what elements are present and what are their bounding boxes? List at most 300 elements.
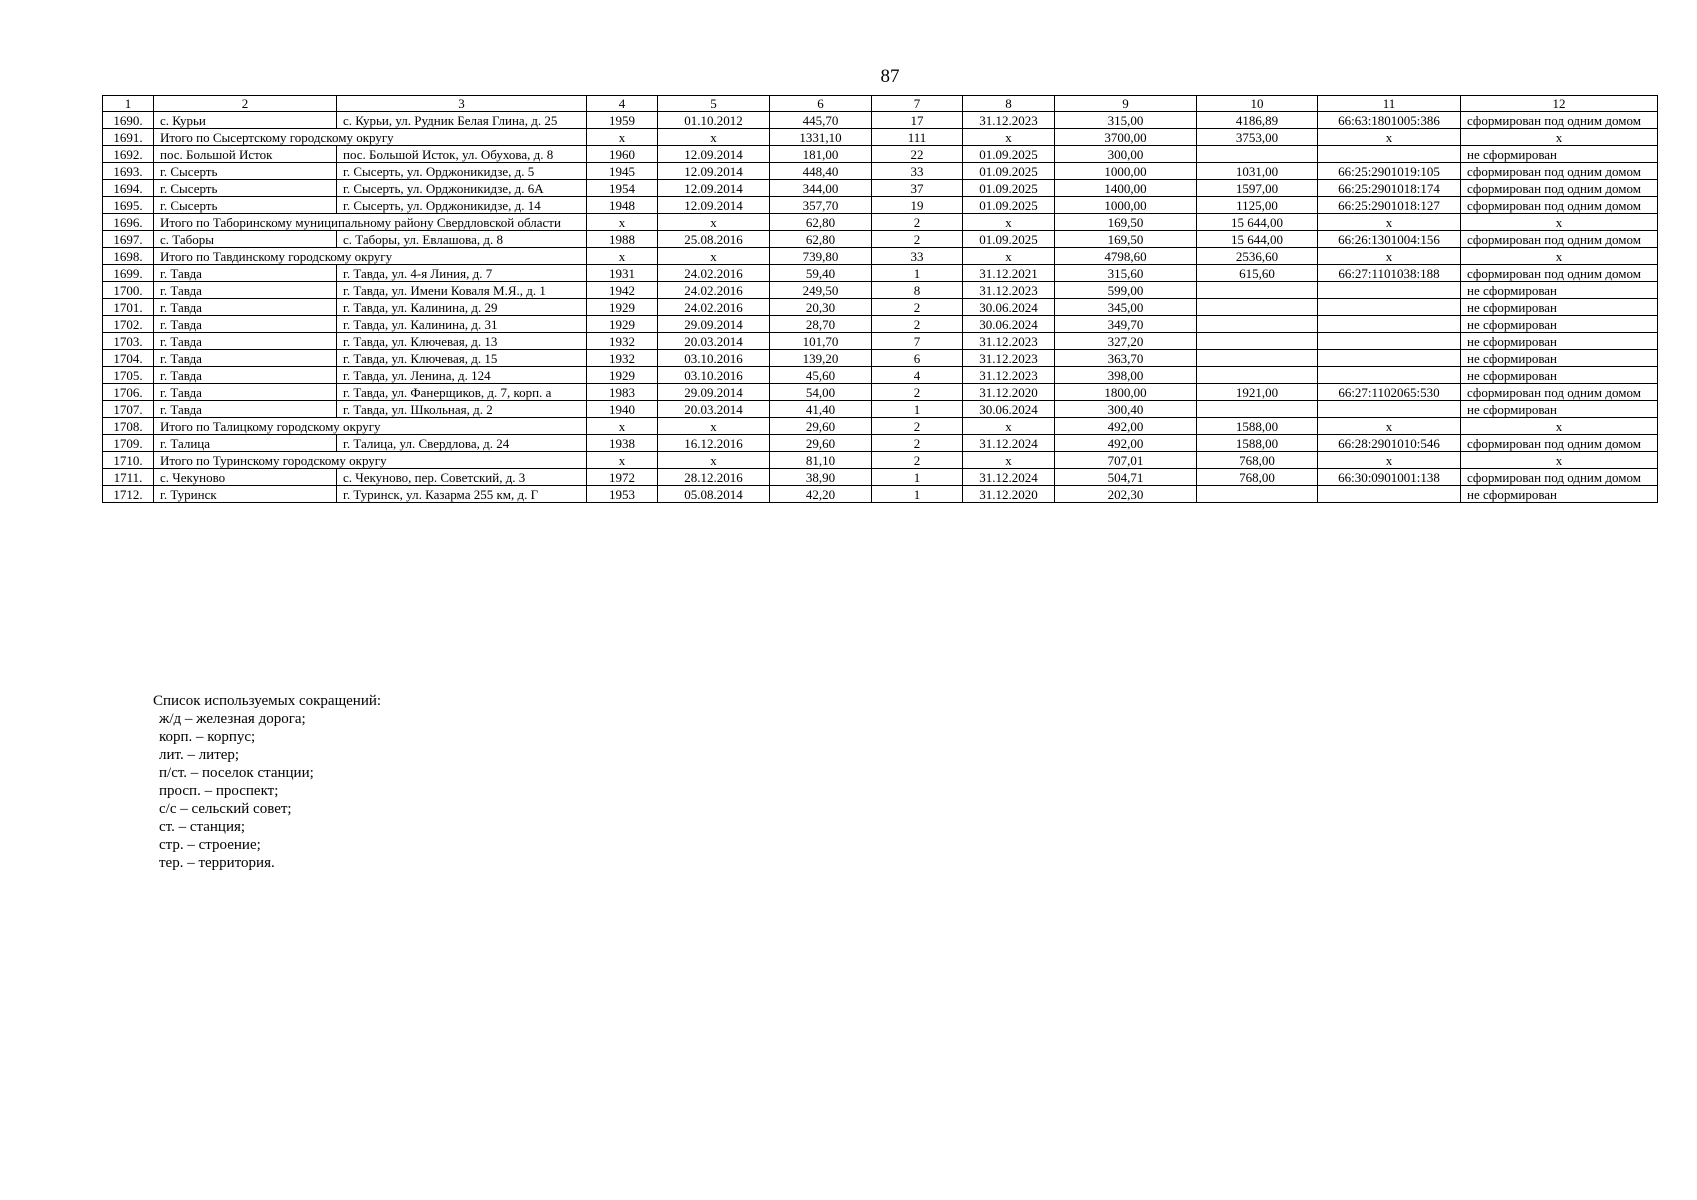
cell-c5: 20.03.2014 <box>658 333 770 350</box>
cell-c7: 19 <box>872 197 963 214</box>
cell-c9: 599,00 <box>1055 282 1197 299</box>
cell-c4: x <box>587 452 658 469</box>
column-number: 2 <box>154 96 337 112</box>
table-row <box>103 299 1658 316</box>
cell-c11: 66:27:1102065:530 <box>1318 384 1461 401</box>
row-number: 1691. <box>103 129 154 146</box>
cell-c8: 31.12.2023 <box>963 350 1055 367</box>
cell-c8: 31.12.2023 <box>963 367 1055 384</box>
cell-c10: 768,00 <box>1197 452 1318 469</box>
cell-c4: 1983 <box>587 384 658 401</box>
status-cell: не сформирован <box>1461 486 1658 503</box>
address-cell: с. Таборы, ул. Евлашова, д. 8 <box>337 231 587 248</box>
cell-c4: 1954 <box>587 180 658 197</box>
cell-c10: 4186,89 <box>1197 112 1318 129</box>
column-number-row <box>103 96 1658 112</box>
cell-c5: 29.09.2014 <box>658 384 770 401</box>
cell-c10 <box>1197 316 1318 333</box>
cell-c6: 54,00 <box>770 384 872 401</box>
cell-c11: x <box>1318 418 1461 435</box>
address-cell: с. Курьи, ул. Рудник Белая Глина, д. 25 <box>337 112 587 129</box>
table-row <box>103 163 1658 180</box>
status-cell: сформирован под одним домом <box>1461 469 1658 486</box>
cell-c8: 30.06.2024 <box>963 299 1055 316</box>
row-number: 1702. <box>103 316 154 333</box>
cell-c5: 24.02.2016 <box>658 299 770 316</box>
cell-c7: 37 <box>872 180 963 197</box>
cell-c9: 315,00 <box>1055 112 1197 129</box>
row-number: 1696. <box>103 214 154 231</box>
total-label: Итого по Талицкому городскому округу <box>154 418 587 435</box>
cell-c4: 1953 <box>587 486 658 503</box>
cell-c4: 1945 <box>587 163 658 180</box>
locality-cell: г. Тавда <box>154 333 337 350</box>
table-row <box>103 282 1658 299</box>
cell-c7: 17 <box>872 112 963 129</box>
table-row <box>103 231 1658 248</box>
cell-c7: 2 <box>872 316 963 333</box>
cell-c4: x <box>587 214 658 231</box>
cell-c8: 30.06.2024 <box>963 316 1055 333</box>
cell-c10 <box>1197 350 1318 367</box>
cell-c9: 327,20 <box>1055 333 1197 350</box>
column-number: 11 <box>1318 96 1461 112</box>
column-number: 4 <box>587 96 658 112</box>
cell-c10: 615,60 <box>1197 265 1318 282</box>
cell-c4: 1929 <box>587 299 658 316</box>
cell-c6: 29,60 <box>770 418 872 435</box>
locality-cell: г. Сысерть <box>154 197 337 214</box>
cell-c5: 12.09.2014 <box>658 180 770 197</box>
row-number: 1706. <box>103 384 154 401</box>
page-number: 87 <box>880 66 900 87</box>
cell-c4: x <box>587 248 658 265</box>
cell-c11: 66:28:2901010:546 <box>1318 435 1461 452</box>
table-row <box>103 401 1658 418</box>
cell-c6: 20,30 <box>770 299 872 316</box>
cell-c5: 16.12.2016 <box>658 435 770 452</box>
address-cell: г. Сысерть, ул. Орджоникидзе, д. 14 <box>337 197 587 214</box>
cell-c4: 1932 <box>587 350 658 367</box>
cell-c10 <box>1197 401 1318 418</box>
cell-c5: x <box>658 214 770 231</box>
status-cell: x <box>1461 214 1658 231</box>
cell-c9: 4798,60 <box>1055 248 1197 265</box>
cell-c11 <box>1318 299 1461 316</box>
cell-c4: 1959 <box>587 112 658 129</box>
address-cell: пос. Большой Исток, ул. Обухова, д. 8 <box>337 146 587 163</box>
locality-cell: г. Тавда <box>154 384 337 401</box>
cell-c6: 139,20 <box>770 350 872 367</box>
cell-c9: 349,70 <box>1055 316 1197 333</box>
cell-c7: 33 <box>872 163 963 180</box>
status-cell: не сформирован <box>1461 401 1658 418</box>
cell-c10: 1125,00 <box>1197 197 1318 214</box>
column-number: 8 <box>963 96 1055 112</box>
cell-c9: 707,01 <box>1055 452 1197 469</box>
cell-c10: 15 644,00 <box>1197 214 1318 231</box>
status-cell: x <box>1461 248 1658 265</box>
cell-c10 <box>1197 282 1318 299</box>
table-row <box>103 469 1658 486</box>
cell-c8: 01.09.2025 <box>963 231 1055 248</box>
abbreviation-item: п/ст. – поселок станции; <box>159 765 314 781</box>
table-row <box>103 435 1658 452</box>
cell-c4: 1932 <box>587 333 658 350</box>
row-number: 1700. <box>103 282 154 299</box>
row-number: 1708. <box>103 418 154 435</box>
cell-c11 <box>1318 486 1461 503</box>
abbreviations-title: Список используемых сокращений: <box>153 693 382 709</box>
cell-c4: 1942 <box>587 282 658 299</box>
cell-c6: 445,70 <box>770 112 872 129</box>
column-number: 3 <box>337 96 587 112</box>
cell-c9: 492,00 <box>1055 435 1197 452</box>
table-row <box>103 350 1658 367</box>
abbreviation-item: просп. – проспект; <box>159 783 279 799</box>
cell-c5: 29.09.2014 <box>658 316 770 333</box>
cell-c6: 181,00 <box>770 146 872 163</box>
address-cell: г. Тавда, ул. Калинина, д. 31 <box>337 316 587 333</box>
cell-c8: 31.12.2023 <box>963 112 1055 129</box>
cell-c6: 62,80 <box>770 231 872 248</box>
row-number: 1699. <box>103 265 154 282</box>
cell-c10 <box>1197 333 1318 350</box>
cell-c6: 448,40 <box>770 163 872 180</box>
table-row <box>103 265 1658 282</box>
cell-c11: 66:25:2901018:127 <box>1318 197 1461 214</box>
table-row <box>103 333 1658 350</box>
locality-cell: с. Курьи <box>154 112 337 129</box>
cell-c4: x <box>587 418 658 435</box>
cell-c10 <box>1197 486 1318 503</box>
cell-c5: 05.08.2014 <box>658 486 770 503</box>
cell-c11 <box>1318 146 1461 163</box>
cell-c6: 249,50 <box>770 282 872 299</box>
cell-c11 <box>1318 401 1461 418</box>
cell-c7: 2 <box>872 214 963 231</box>
cell-c11: x <box>1318 214 1461 231</box>
cell-c6: 344,00 <box>770 180 872 197</box>
locality-cell: г. Тавда <box>154 401 337 418</box>
abbreviation-item: тер. – территория. <box>159 855 275 871</box>
locality-cell: г. Талица <box>154 435 337 452</box>
cell-c7: 1 <box>872 265 963 282</box>
cell-c9: 504,71 <box>1055 469 1197 486</box>
abbreviation-item: ж/д – железная дорога; <box>159 711 306 727</box>
row-number: 1705. <box>103 367 154 384</box>
locality-cell: г. Тавда <box>154 265 337 282</box>
row-number: 1693. <box>103 163 154 180</box>
cell-c8: 01.09.2025 <box>963 163 1055 180</box>
cell-c4: 1938 <box>587 435 658 452</box>
cell-c8: 01.09.2025 <box>963 197 1055 214</box>
cell-c8: 31.12.2024 <box>963 435 1055 452</box>
cell-c8: 31.12.2023 <box>963 282 1055 299</box>
cell-c9: 169,50 <box>1055 214 1197 231</box>
cell-c10 <box>1197 146 1318 163</box>
locality-cell: г. Сысерть <box>154 163 337 180</box>
cell-c8: 01.09.2025 <box>963 180 1055 197</box>
row-number: 1694. <box>103 180 154 197</box>
cell-c6: 59,40 <box>770 265 872 282</box>
cell-c11 <box>1318 367 1461 384</box>
cell-c4: 1940 <box>587 401 658 418</box>
address-cell: г. Туринск, ул. Казарма 255 км, д. Г <box>337 486 587 503</box>
cell-c10 <box>1197 299 1318 316</box>
cell-c7: 2 <box>872 231 963 248</box>
cell-c7: 4 <box>872 367 963 384</box>
cell-c5: 12.09.2014 <box>658 197 770 214</box>
table-row <box>103 486 1658 503</box>
table-row <box>103 197 1658 214</box>
cell-c8: 31.12.2020 <box>963 486 1055 503</box>
cell-c6: 1331,10 <box>770 129 872 146</box>
cell-c6: 739,80 <box>770 248 872 265</box>
cell-c7: 1 <box>872 401 963 418</box>
cell-c10: 1588,00 <box>1197 418 1318 435</box>
cell-c9: 1000,00 <box>1055 197 1197 214</box>
locality-cell: г. Тавда <box>154 282 337 299</box>
abbreviation-item: с/с – сельский совет; <box>159 801 292 817</box>
cell-c5: 12.09.2014 <box>658 163 770 180</box>
cell-c11 <box>1318 282 1461 299</box>
table-row <box>103 180 1658 197</box>
column-number: 10 <box>1197 96 1318 112</box>
cell-c5: 25.08.2016 <box>658 231 770 248</box>
status-cell: не сформирован <box>1461 146 1658 163</box>
cell-c9: 345,00 <box>1055 299 1197 316</box>
total-row <box>103 418 1658 435</box>
cell-c11 <box>1318 333 1461 350</box>
cell-c7: 7 <box>872 333 963 350</box>
status-cell: не сформирован <box>1461 350 1658 367</box>
cell-c5: 20.03.2014 <box>658 401 770 418</box>
row-number: 1698. <box>103 248 154 265</box>
cell-c9: 202,30 <box>1055 486 1197 503</box>
table-row <box>103 112 1658 129</box>
cell-c10: 768,00 <box>1197 469 1318 486</box>
cell-c9: 300,40 <box>1055 401 1197 418</box>
locality-cell: с. Таборы <box>154 231 337 248</box>
cell-c5: 12.09.2014 <box>658 146 770 163</box>
cell-c6: 28,70 <box>770 316 872 333</box>
address-cell: с. Чекуново, пер. Советский, д. 3 <box>337 469 587 486</box>
cell-c6: 101,70 <box>770 333 872 350</box>
cell-c5: x <box>658 418 770 435</box>
row-number: 1712. <box>103 486 154 503</box>
address-cell: г. Тавда, ул. Ключевая, д. 15 <box>337 350 587 367</box>
total-label: Итого по Тавдинскому городскому округу <box>154 248 587 265</box>
cell-c5: x <box>658 248 770 265</box>
cell-c5: 03.10.2016 <box>658 367 770 384</box>
locality-cell: г. Тавда <box>154 316 337 333</box>
abbreviations-items <box>153 710 381 872</box>
cell-c7: 33 <box>872 248 963 265</box>
cell-c10: 15 644,00 <box>1197 231 1318 248</box>
row-number: 1690. <box>103 112 154 129</box>
cell-c9: 315,60 <box>1055 265 1197 282</box>
table-row <box>103 316 1658 333</box>
status-cell: не сформирован <box>1461 316 1658 333</box>
column-number: 12 <box>1461 96 1658 112</box>
status-cell: x <box>1461 129 1658 146</box>
cell-c4: 1988 <box>587 231 658 248</box>
address-cell: г. Тавда, ул. Калинина, д. 29 <box>337 299 587 316</box>
status-cell: x <box>1461 418 1658 435</box>
cell-c6: 81,10 <box>770 452 872 469</box>
cell-c5: x <box>658 129 770 146</box>
address-cell: г. Сысерть, ул. Орджоникидзе, д. 6А <box>337 180 587 197</box>
row-number: 1697. <box>103 231 154 248</box>
cell-c5: 24.02.2016 <box>658 282 770 299</box>
row-number: 1695. <box>103 197 154 214</box>
row-number: 1692. <box>103 146 154 163</box>
cell-c10: 1921,00 <box>1197 384 1318 401</box>
locality-cell: г. Тавда <box>154 367 337 384</box>
row-number: 1701. <box>103 299 154 316</box>
column-number: 5 <box>658 96 770 112</box>
cell-c4: 1972 <box>587 469 658 486</box>
locality-cell: г. Тавда <box>154 299 337 316</box>
abbreviations-list <box>153 692 381 872</box>
row-number: 1703. <box>103 333 154 350</box>
cell-c6: 29,60 <box>770 435 872 452</box>
address-cell: г. Тавда, ул. Ключевая, д. 13 <box>337 333 587 350</box>
cell-c9: 3700,00 <box>1055 129 1197 146</box>
cell-c10: 1597,00 <box>1197 180 1318 197</box>
row-number: 1711. <box>103 469 154 486</box>
cell-c6: 38,90 <box>770 469 872 486</box>
abbreviation-item: корп. – корпус; <box>159 729 256 745</box>
abbreviation-item: ст. – станция; <box>159 819 246 835</box>
cell-c6: 45,60 <box>770 367 872 384</box>
cell-c6: 357,70 <box>770 197 872 214</box>
row-number: 1710. <box>103 452 154 469</box>
table-row <box>103 146 1658 163</box>
cell-c8: 31.12.2020 <box>963 384 1055 401</box>
cell-c9: 398,00 <box>1055 367 1197 384</box>
cell-c4: 1931 <box>587 265 658 282</box>
cell-c7: 1 <box>872 469 963 486</box>
abbreviation-item: стр. – строение; <box>159 837 261 853</box>
total-row <box>103 452 1658 469</box>
locality-cell: с. Чекуново <box>154 469 337 486</box>
row-number: 1709. <box>103 435 154 452</box>
cell-c8: 30.06.2024 <box>963 401 1055 418</box>
cell-c8: x <box>963 418 1055 435</box>
cell-c11: x <box>1318 452 1461 469</box>
status-cell: сформирован под одним домом <box>1461 384 1658 401</box>
status-cell: сформирован под одним домом <box>1461 112 1658 129</box>
cell-c10: 1031,00 <box>1197 163 1318 180</box>
cell-c6: 42,20 <box>770 486 872 503</box>
address-cell: г. Тавда, ул. 4-я Линия, д. 7 <box>337 265 587 282</box>
cell-c11 <box>1318 316 1461 333</box>
row-number: 1707. <box>103 401 154 418</box>
column-number: 9 <box>1055 96 1197 112</box>
cell-c7: 2 <box>872 452 963 469</box>
table-row <box>103 367 1658 384</box>
cell-c11: 66:26:1301004:156 <box>1318 231 1461 248</box>
cell-c11: 66:27:1101038:188 <box>1318 265 1461 282</box>
address-cell: г. Талица, ул. Свердлова, д. 24 <box>337 435 587 452</box>
cell-c7: 22 <box>872 146 963 163</box>
total-row <box>103 214 1658 231</box>
cell-c5: 28.12.2016 <box>658 469 770 486</box>
column-number: 7 <box>872 96 963 112</box>
cell-c8: 31.12.2024 <box>963 469 1055 486</box>
status-cell: x <box>1461 452 1658 469</box>
cell-c10 <box>1197 367 1318 384</box>
locality-cell: пос. Большой Исток <box>154 146 337 163</box>
cell-c8: x <box>963 129 1055 146</box>
cell-c11 <box>1318 350 1461 367</box>
cell-c11: 66:30:0901001:138 <box>1318 469 1461 486</box>
address-cell: г. Тавда, ул. Фанерщиков, д. 7, корп. а <box>337 384 587 401</box>
cell-c7: 2 <box>872 384 963 401</box>
total-label: Итого по Туринскому городскому округу <box>154 452 587 469</box>
row-number: 1704. <box>103 350 154 367</box>
status-cell: не сформирован <box>1461 367 1658 384</box>
cell-c7: 2 <box>872 418 963 435</box>
status-cell: сформирован под одним домом <box>1461 265 1658 282</box>
column-number: 1 <box>103 96 154 112</box>
cell-c9: 363,70 <box>1055 350 1197 367</box>
table-body <box>103 96 1658 503</box>
cell-c11: x <box>1318 129 1461 146</box>
cell-c10: 3753,00 <box>1197 129 1318 146</box>
cell-c6: 62,80 <box>770 214 872 231</box>
status-cell: сформирован под одним домом <box>1461 231 1658 248</box>
status-cell: не сформирован <box>1461 333 1658 350</box>
status-cell: не сформирован <box>1461 282 1658 299</box>
cell-c9: 492,00 <box>1055 418 1197 435</box>
locality-cell: г. Туринск <box>154 486 337 503</box>
cell-c10: 1588,00 <box>1197 435 1318 452</box>
cell-c5: x <box>658 452 770 469</box>
cell-c8: 31.12.2023 <box>963 333 1055 350</box>
cell-c5: 03.10.2016 <box>658 350 770 367</box>
status-cell: сформирован под одним домом <box>1461 180 1658 197</box>
status-cell: не сформирован <box>1461 299 1658 316</box>
cell-c7: 8 <box>872 282 963 299</box>
cell-c11: 66:63:1801005:386 <box>1318 112 1461 129</box>
cell-c11: x <box>1318 248 1461 265</box>
status-cell: сформирован под одним домом <box>1461 163 1658 180</box>
locality-cell: г. Сысерть <box>154 180 337 197</box>
registry-table <box>102 95 1658 503</box>
locality-cell: г. Тавда <box>154 350 337 367</box>
cell-c8: 31.12.2021 <box>963 265 1055 282</box>
cell-c9: 1800,00 <box>1055 384 1197 401</box>
cell-c4: 1929 <box>587 316 658 333</box>
status-cell: сформирован под одним домом <box>1461 435 1658 452</box>
cell-c8: x <box>963 452 1055 469</box>
cell-c7: 6 <box>872 350 963 367</box>
cell-c7: 2 <box>872 299 963 316</box>
address-cell: г. Тавда, ул. Имени Коваля М.Я., д. 1 <box>337 282 587 299</box>
total-row <box>103 248 1658 265</box>
cell-c9: 1000,00 <box>1055 163 1197 180</box>
total-label: Итого по Таборинскому муниципальному району Свердловской области <box>154 214 587 231</box>
cell-c4: 1948 <box>587 197 658 214</box>
cell-c5: 24.02.2016 <box>658 265 770 282</box>
address-cell: г. Сысерть, ул. Орджоникидзе, д. 5 <box>337 163 587 180</box>
cell-c4: x <box>587 129 658 146</box>
total-label: Итого по Сысертскому городскому округу <box>154 129 587 146</box>
address-cell: г. Тавда, ул. Школьная, д. 2 <box>337 401 587 418</box>
